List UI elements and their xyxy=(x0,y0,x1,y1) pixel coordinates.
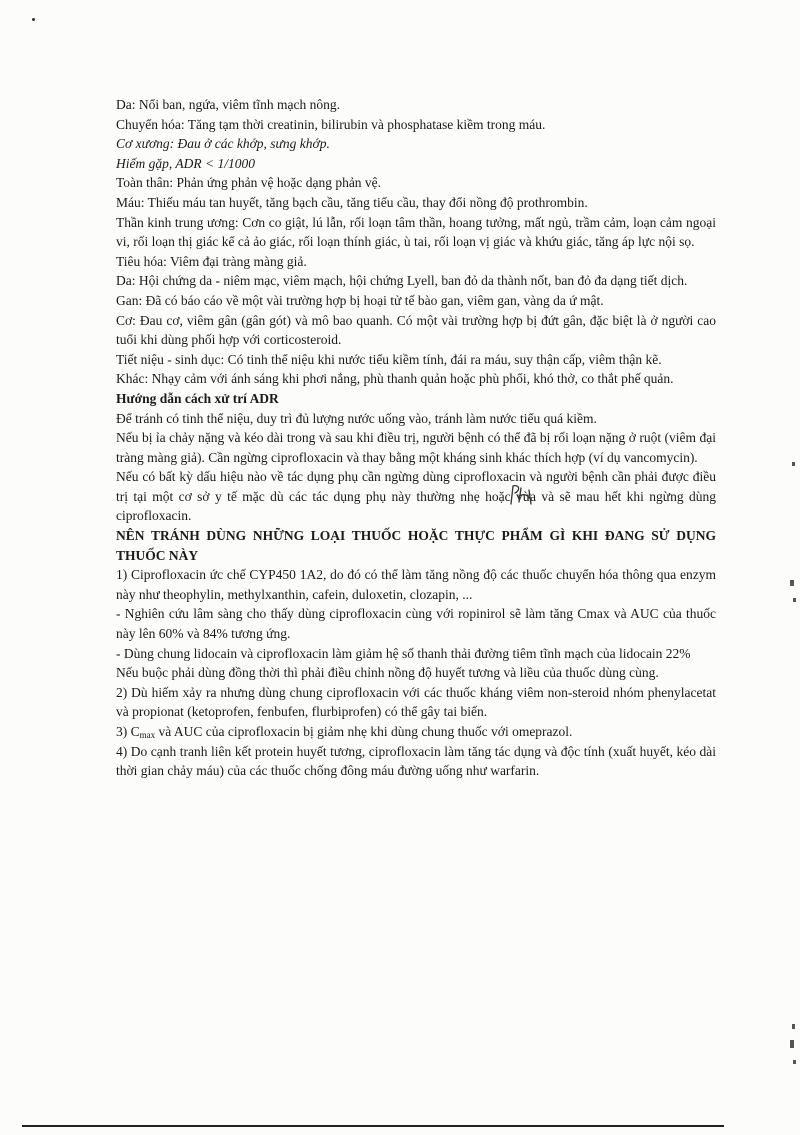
interaction-1-dose-adjust: Nếu buộc phải dùng đồng thời thì phải điều chỉnh nồng độ huyết tương và liều của thuốc dùng cùng. xyxy=(116,665,659,681)
scan-edge-mark xyxy=(792,1024,795,1029)
interaction-1-ropinirol: - Nghiên cứu lâm sàng cho thấy dùng ciprofloxacin cùng với ropinirol sẽ làm tăng Cmax và AUC của thuốc này lên 60% và 84% tương ứng. xyxy=(116,606,716,642)
document-body xyxy=(116,95,716,781)
interaction-4: 4) Do cạnh tranh liên kết protein huyết tương, ciprofloxacin làm tăng tác dụng và độc tính (xuất huyết, kéo dài thời gian chảy máu) của các thuốc chống đông máu đường uống như warfarin. xyxy=(116,743,716,779)
adr-liver: Gan: Đã có báo cáo về một vài trường hợp bị hoại tử tế bào gan, viêm gan, vàng da ứ mật. xyxy=(116,292,604,308)
management-diarrhea: Nếu bị ỉa chảy nặng và kéo dài trong và sau khi điều trị, người bệnh có thể đã bị rối loạn nặng ở ruột (viêm đại tràng màng giả). Cần ngừng ciprofloxacin và thay bằng một kháng sinh khác thích hợp (ví dụ vancomycin). xyxy=(116,430,716,465)
adr-cns: Thần kinh trung ương: Cơn co giật, lú lẫn, rối loạn tâm thần, hoang tưởng, mất ngủ, trầm cảm, loạn cảm ngoại vi, rối loạn thị giác kể cả ảo giác, rối loạn thính giác, ù tai, rối loạn vị giác và khứu giác, tăng áp lực nội sọ. xyxy=(116,214,716,250)
adr-urogenital: Tiết niệu - sinh dục: Có tinh thể niệu khi nước tiểu kiềm tính, đái ra máu, suy thận cấp, viêm thận kẽ. xyxy=(116,351,662,367)
scan-edge-mark xyxy=(790,580,794,586)
interaction-3-rest: và AUC của ciprofloxacin bị giảm nhẹ khi dùng chung thuốc với omeprazol. xyxy=(155,724,573,739)
interaction-3-max: max xyxy=(139,730,156,740)
scan-edge-mark xyxy=(792,462,795,466)
adr-metabolism: Chuyển hóa: Tăng tạm thời creatinin, bilirubin và phosphatase kiềm trong máu. xyxy=(116,116,546,132)
scan-edge-mark xyxy=(793,598,796,602)
management-stop-drug: Nếu có bất kỳ dấu hiệu nào về tác dụng phụ cần ngừng dùng ciprofloxacin và người bệnh cần phải được điều trị tại một cơ sở y tế mặc dù các tác dụng phụ này thường nhẹ hoặc vừa và sẽ mau hết khi ngừng dùng ciprofloxacin. xyxy=(116,469,716,524)
rare-adr-heading: Hiếm gặp, ADR < 1/1000 xyxy=(116,155,255,171)
adr-other: Khác: Nhạy cảm với ánh sáng khi phơi nắng, phù thanh quản hoặc phù phổi, khó thở, co thắt phế quản. xyxy=(116,371,674,387)
adr-management-heading: Hướng dẫn cách xử trí ADR xyxy=(116,390,279,406)
adr-muscle: Cơ: Đau cơ, viêm gân (gân gót) và mô bao quanh. Có một vài trường hợp bị đứt gân, đặc biệt là ở người cao tuổi khi dùng phối hợp với corticosteroid. xyxy=(116,312,716,348)
adr-musculoskeletal: Cơ xương: Đau ở các khớp, sưng khớp. xyxy=(116,136,330,152)
scan-edge-mark xyxy=(790,1040,794,1048)
interaction-2: 2) Dù hiếm xảy ra nhưng dùng chung ciprofloxacin với các thuốc kháng viêm non-steroid nhóm phenylacetat và propionat (ketoprofen, fenbufen, flurbiprofen) có thể gây tai biến. xyxy=(116,684,716,720)
bottom-rule xyxy=(22,1125,724,1127)
scan-dot xyxy=(32,18,35,21)
scan-edge-mark xyxy=(793,1060,796,1064)
management-crystalluria: Để tránh có tinh thể niệu, duy trì đủ lượng nước uống vào, tránh làm nước tiểu quá kiềm. xyxy=(116,410,597,426)
interaction-1: 1) Ciprofloxacin ức chế CYP450 1A2, do đó có thể làm tăng nồng độ các thuốc chuyển hóa thông qua enzym này như theophylin, methylxanthin, cafein, duloxetin, clozapin, ... xyxy=(116,567,716,602)
adr-blood: Máu: Thiếu máu tan huyết, tăng bạch cầu, tăng tiểu cầu, thay đổi nồng độ prothrombin. xyxy=(116,194,588,210)
interaction-1-lidocain: - Dùng chung lidocain và ciprofloxacin làm giảm hệ số thanh thải đường tiêm tĩnh mạch của lidocain 22% xyxy=(116,645,691,661)
interactions-heading: NÊN TRÁNH DÙNG NHỮNG LOẠI THUỐC HOẶC THỰC PHẨM GÌ KHI ĐANG SỬ DỤNG THUỐC NÀY xyxy=(116,528,716,563)
interaction-3-c: 3) C xyxy=(116,724,140,739)
adr-skin-rare: Da: Hội chứng da - niêm mạc, viêm mạch, hội chứng Lyell, ban đỏ da thành nốt, ban đỏ đa dạng tiết dịch. xyxy=(116,273,688,289)
adr-systemic: Toàn thân: Phản ứng phản vệ hoặc dạng phản vệ. xyxy=(116,175,382,191)
interaction-3 xyxy=(116,722,716,742)
adr-digestive: Tiêu hóa: Viêm đại tràng màng giả. xyxy=(116,253,307,269)
adr-skin: Da: Nổi ban, ngứa, viêm tĩnh mạch nông. xyxy=(116,97,341,112)
handwritten-initial-icon xyxy=(505,482,541,508)
